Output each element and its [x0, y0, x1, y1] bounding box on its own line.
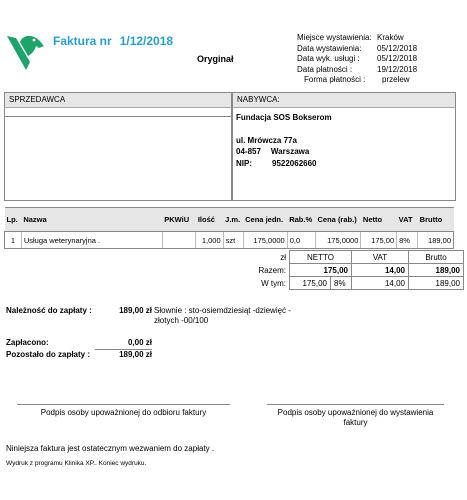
- cell-discount: 0,0: [287, 232, 315, 249]
- table-row: [5, 232, 454, 249]
- buyer-box: [232, 92, 456, 201]
- summary-total-vat: 14,00: [352, 264, 409, 277]
- meta-value: 05/12/2018: [377, 43, 418, 53]
- col-unit-price: Cena jedn.: [243, 208, 287, 232]
- buyer-city: Warszawa: [270, 147, 310, 156]
- buyer-name: Fundacja SOS Bokserom: [236, 113, 332, 122]
- meta-label: Data wyk. usługi :: [297, 54, 360, 63]
- copy-label: Oryginał: [197, 54, 234, 64]
- invoice-title-prefix: Faktura nr: [53, 34, 112, 48]
- summary-incl-label: W tym:: [261, 278, 286, 288]
- cell-price-disc: 175,0000: [316, 232, 361, 249]
- col-lp: Lp.: [5, 208, 22, 232]
- col-gross: Brutto: [418, 208, 454, 232]
- cell-qty: 1,000: [196, 232, 223, 249]
- remain-label: Pozostało do zapłaty :: [6, 350, 91, 359]
- signature-label-right-2: faktury: [343, 418, 368, 427]
- footer-notice: Niniejsza faktura jest ostatecznym wezwaniem do zapłaty .: [6, 444, 215, 453]
- meta-value: przelew: [382, 75, 410, 84]
- footer-program: Wydruk z programu Klinika XP.. Koniec wydruku.: [6, 460, 147, 467]
- col-name: Nazwa: [21, 208, 162, 232]
- cell-name: Usługa weterynaryjna .: [21, 232, 162, 249]
- remain-value: 189,00 zł: [119, 350, 152, 359]
- col-qty: Ilość: [196, 208, 223, 232]
- summary-total-net: 175,00: [290, 264, 352, 277]
- invoice-title: [53, 34, 173, 48]
- meta-label: Forma płatności :: [304, 75, 366, 84]
- meta-value: Kraków: [377, 33, 404, 42]
- meta-label: Miejsce wystawienia:: [297, 33, 372, 42]
- invoice-number: 1/12/2018: [119, 34, 174, 48]
- summary-h-net: NETTO: [290, 251, 352, 264]
- cell-unit-price: 175,0000: [243, 232, 287, 249]
- meta-label: Data wystawienia:: [297, 43, 362, 53]
- signature-line-right: [267, 404, 444, 405]
- signature-label-right-1: Podpis osoby upoważnionej do wystawienia: [277, 408, 434, 417]
- signature-label-left: Podpis osoby upoważnionej do odbioru faktury: [40, 408, 207, 417]
- summary-total-gross: 189,00: [409, 264, 464, 277]
- col-pkwiu: PKWiU: [162, 208, 196, 232]
- col-discount: Rab.%: [287, 208, 315, 232]
- buyer-nip: 9522062660: [272, 158, 317, 168]
- summary-incl-gross: 189,00: [409, 277, 464, 290]
- col-price-disc: Cena (rab.): [316, 208, 361, 232]
- summary-incl-net: 175,00: [290, 277, 331, 290]
- cell-net: 175,00: [361, 232, 397, 249]
- buyer-header: NABYWCA:: [233, 93, 455, 108]
- seller-header: SPRZEDAWCA: [5, 93, 231, 108]
- cell-unit: szt: [223, 232, 243, 249]
- cell-lp: 1: [5, 232, 22, 249]
- cell-vat: 8%: [397, 232, 418, 249]
- paid-value: 0,00 zł: [127, 338, 152, 347]
- seller-divider: [4, 116, 232, 117]
- summary-incl-rate: 8%: [331, 277, 352, 290]
- signature-line-left: [17, 404, 230, 405]
- summary-h-gross: Brutto: [409, 251, 464, 264]
- invoice-meta: [297, 33, 454, 86]
- col-unit: J.m.: [223, 208, 243, 232]
- cell-gross: 189,00: [418, 232, 454, 249]
- amount-words-1: Słownie : sto-osiemdziesiąt -dziewięć -: [154, 306, 291, 315]
- col-net: Netto: [361, 208, 397, 232]
- summary-total-label: Razem:: [258, 265, 286, 275]
- company-logo: [6, 32, 46, 72]
- amount-words-2: złotych -00/100: [154, 316, 209, 325]
- meta-value: 19/12/2018: [377, 64, 418, 74]
- summary-h-vat: VAT: [352, 251, 409, 264]
- seller-box: [4, 92, 232, 201]
- cell-pkwiu: [162, 232, 196, 249]
- meta-value: 05/12/2018: [377, 54, 418, 63]
- due-label: Należność do zapłaty :: [6, 306, 92, 315]
- paid-label: Zapłacono:: [6, 338, 49, 347]
- buyer-postcode: 04-857: [236, 147, 261, 156]
- items-table: [4, 207, 454, 249]
- buyer-street: ul. Mrówcza 77a: [236, 135, 297, 145]
- summary-table: [247, 250, 464, 290]
- meta-label: Data płatności :: [297, 64, 353, 74]
- due-value: 189,00 zł: [119, 306, 152, 315]
- summary-incl-vat: 14,00: [352, 277, 409, 290]
- summary-currency: zł: [280, 252, 286, 262]
- buyer-nip-label: NIP:: [236, 158, 252, 168]
- col-vat: VAT: [397, 208, 418, 232]
